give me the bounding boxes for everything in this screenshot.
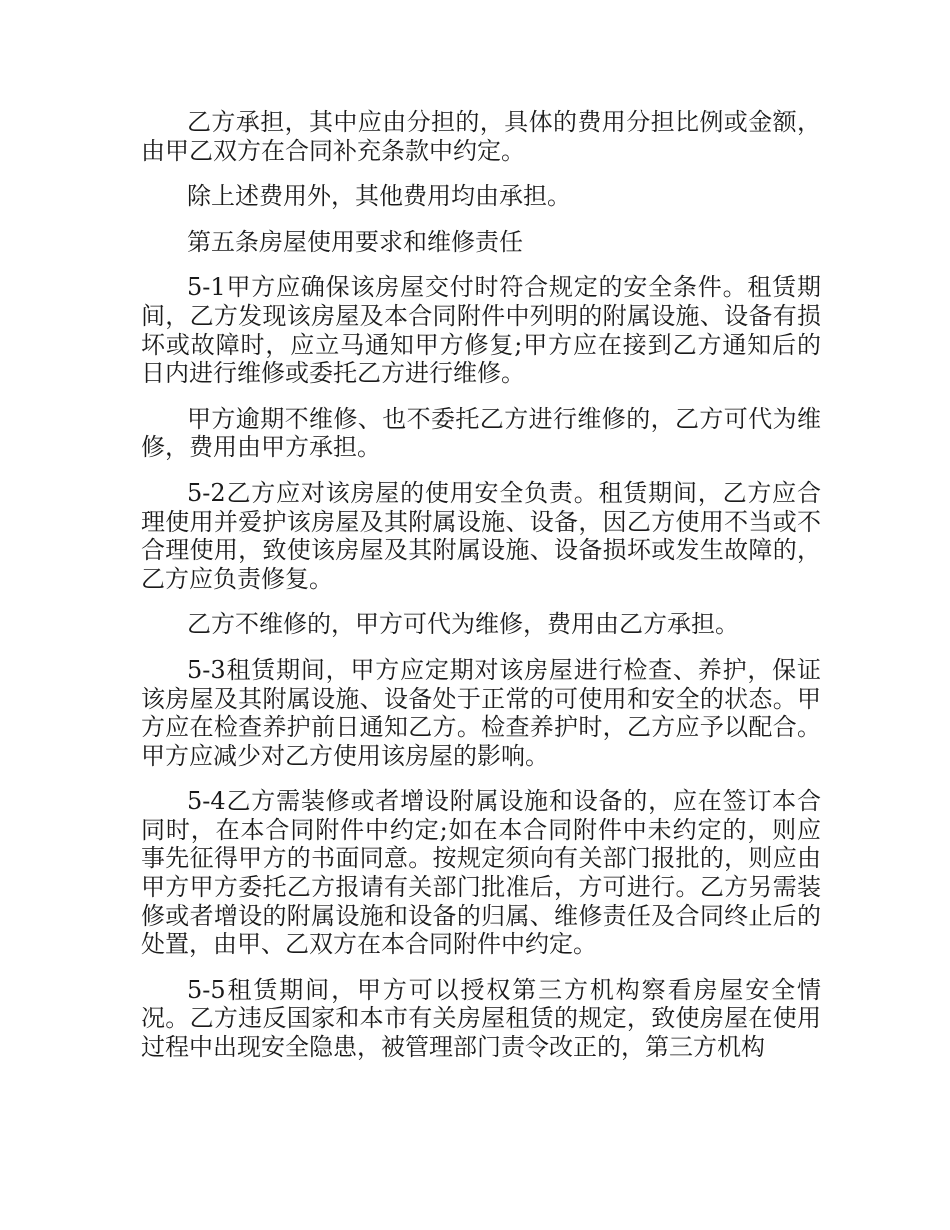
paragraph-clause-5-2: 5-2乙方应对该房屋的使用安全负责。租赁期间，乙方应合理使用并爱护该房屋及其附属设施、设备，因乙方使用不当或不合理使用，致使该房屋及其附属设施、设备损坏或发生故障的，乙方应负责修复。 [141, 478, 821, 593]
paragraph-clause-5-5: 5-5租赁期间，甲方可以授权第三方机构察看房屋安全情况。乙方违反国家和本市有关房屋租赁的规定，致使房屋在使用过程中出现安全隐患，被管理部门责令改正的，第三方机构 [141, 975, 821, 1062]
paragraph-cost-sharing: 乙方承担，其中应由分担的，具体的费用分担比例或金额，由甲乙双方在合同补充条款中约定。 [141, 108, 821, 165]
paragraph-overdue-repair: 甲方逾期不维修、也不委托乙方进行维修的，乙方可代为维修，费用由甲方承担。 [141, 404, 821, 462]
paragraph-clause-5-3: 5-3租赁期间，甲方应定期对该房屋进行检查、养护，保证该房屋及其附属设施、设备处于正常的可使用和安全的状态。甲方应在检查养护前日通知乙方。检查养护时，乙方应予以配合。甲方应减少对乙方使用该房屋的影响。 [141, 655, 821, 770]
document-page [141, 108, 821, 1079]
paragraph-clause-5-4: 5-4乙方需装修或者增设附属设施和设备的，应在签订本合同时，在本合同附件中约定;如在本合同附件中未约定的，则应事先征得甲方的书面同意。按规定须向有关部门报批的，则应由甲方甲方委托乙方报请有关部门批准后，方可进行。乙方另需装修或者增设的附属设施和设备的归属、维修责任及合同终止后的处置，由甲、乙双方在本合同附件中约定。 [141, 787, 821, 959]
section-heading-article-5: 第五条房屋使用要求和维修责任 [187, 227, 523, 256]
paragraph-tenant-no-repair: 乙方不维修的，甲方可代为维修，费用由乙方承担。 [187, 610, 739, 639]
paragraph-other-costs: 除上述费用外，其他费用均由承担。 [187, 182, 571, 211]
paragraph-clause-5-1: 5-1甲方应确保该房屋交付时符合规定的安全条件。租赁期间，乙方发现该房屋及本合同附件中列明的附属设施、设备有损坏或故障时，应立马通知甲方修复;甲方应在接到乙方通知后的日内进行维修或委托乙方进行维修。 [141, 273, 821, 388]
